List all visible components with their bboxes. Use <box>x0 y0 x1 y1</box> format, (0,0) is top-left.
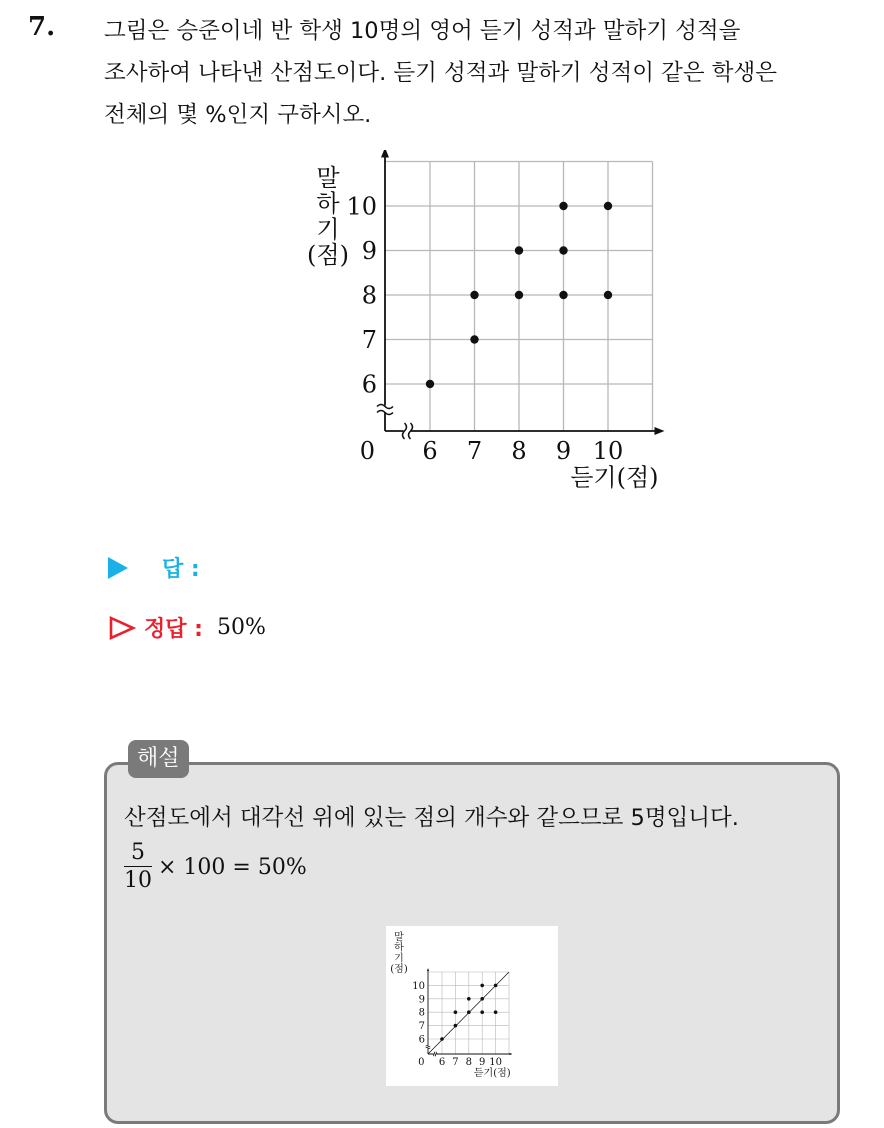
data-point <box>480 997 484 1001</box>
answer-row <box>108 552 200 583</box>
x-axis-label: 듣기(점) <box>473 1068 511 1079</box>
y-tick-label: 10 <box>412 980 425 992</box>
y-tick-label: 9 <box>418 994 425 1006</box>
scatter-plot <box>290 150 690 510</box>
data-point <box>559 202 567 210</box>
y-tick-label: 6 <box>418 1034 425 1046</box>
solution-line: 산점도에서 대각선 위에 있는 점의 개수와 같으므로 5명입니다. <box>124 805 739 831</box>
fraction-denominator: 10 <box>124 868 152 893</box>
x-tick-label: 10 <box>489 1057 502 1068</box>
y-axis-label-char: (점) <box>307 241 349 270</box>
x-tick-label: 7 <box>466 437 483 465</box>
y-axis-label-char: 하 <box>394 942 404 954</box>
y-tick-label: 10 <box>346 192 377 221</box>
y-axis-label-char: 기 <box>394 953 404 965</box>
question-number: 7. <box>28 12 56 42</box>
data-point <box>559 291 567 299</box>
fraction <box>124 840 152 895</box>
data-point <box>480 984 484 988</box>
y-axis-label-char: 말 <box>394 932 404 943</box>
data-point <box>604 202 612 210</box>
y-axis-label-char: 하 <box>316 189 340 218</box>
solution-tag: 해설 <box>128 740 189 778</box>
origin-label: 0 <box>418 1057 425 1068</box>
y-axis-arrow <box>427 968 429 971</box>
x-tick-label: 9 <box>555 437 572 465</box>
y-axis-label-char: 말 <box>316 164 340 192</box>
question-line-3: 전체의 몇 %인지 구하시오. <box>104 102 372 128</box>
question-text <box>104 10 864 136</box>
y-axis-label-char: (점) <box>390 964 408 976</box>
question-line-2: 조사하여 나타낸 산점도이다. 듣기 성적과 말하기 성적이 같은 학생은 <box>104 60 777 86</box>
x-tick-label: 6 <box>422 437 438 465</box>
y-tick-label: 9 <box>361 236 377 265</box>
outline-triangle-icon <box>108 615 136 641</box>
x-axis-arrow <box>510 1053 513 1055</box>
x-tick-label: 6 <box>438 1057 446 1068</box>
data-point <box>480 1010 484 1014</box>
data-point <box>515 291 523 299</box>
data-point <box>470 291 478 299</box>
solution-formula <box>124 840 307 895</box>
play-triangle-icon <box>108 557 128 579</box>
x-tick-label: 9 <box>479 1057 486 1068</box>
data-point <box>426 380 434 388</box>
x-tick-label: 7 <box>452 1057 459 1068</box>
y-tick-label: 7 <box>418 1021 425 1033</box>
data-point <box>454 1024 458 1028</box>
data-point <box>467 1010 471 1014</box>
x-tick-label: 10 <box>592 437 624 465</box>
y-tick-label: 8 <box>361 281 377 310</box>
data-point <box>515 246 523 254</box>
data-point <box>454 1010 458 1014</box>
y-tick-label: 6 <box>361 370 377 399</box>
correct-answer-label: 정답 : <box>144 617 203 642</box>
fraction-numerator: 5 <box>131 840 145 865</box>
x-axis-arrow <box>655 427 665 435</box>
y-axis-label-char: 기 <box>316 215 340 244</box>
question-line-1: 그림은 승준이네 반 학생 10명의 영어 듣기 성적과 말하기 성적을 <box>104 18 741 44</box>
data-point <box>470 335 478 343</box>
data-point <box>604 291 612 299</box>
solution-scatter-plot <box>386 926 558 1086</box>
y-tick-label: 8 <box>418 1007 425 1019</box>
correct-answer-value: 50% <box>216 615 266 640</box>
correct-answer-row <box>108 612 266 643</box>
y-axis-arrow <box>381 150 389 158</box>
y-tick-label: 7 <box>361 325 377 354</box>
x-axis-label: 듣기(점) <box>570 463 659 492</box>
data-point <box>494 1010 498 1014</box>
formula-expression: × 100 = 50% <box>158 855 307 880</box>
data-point <box>440 1037 444 1041</box>
data-point <box>559 246 567 254</box>
data-point <box>467 997 471 1001</box>
x-tick-label: 8 <box>465 1057 472 1068</box>
origin-label: 0 <box>359 437 375 465</box>
answer-label: 답 : <box>162 557 200 582</box>
x-tick-label: 8 <box>511 437 527 465</box>
data-point <box>494 984 498 988</box>
